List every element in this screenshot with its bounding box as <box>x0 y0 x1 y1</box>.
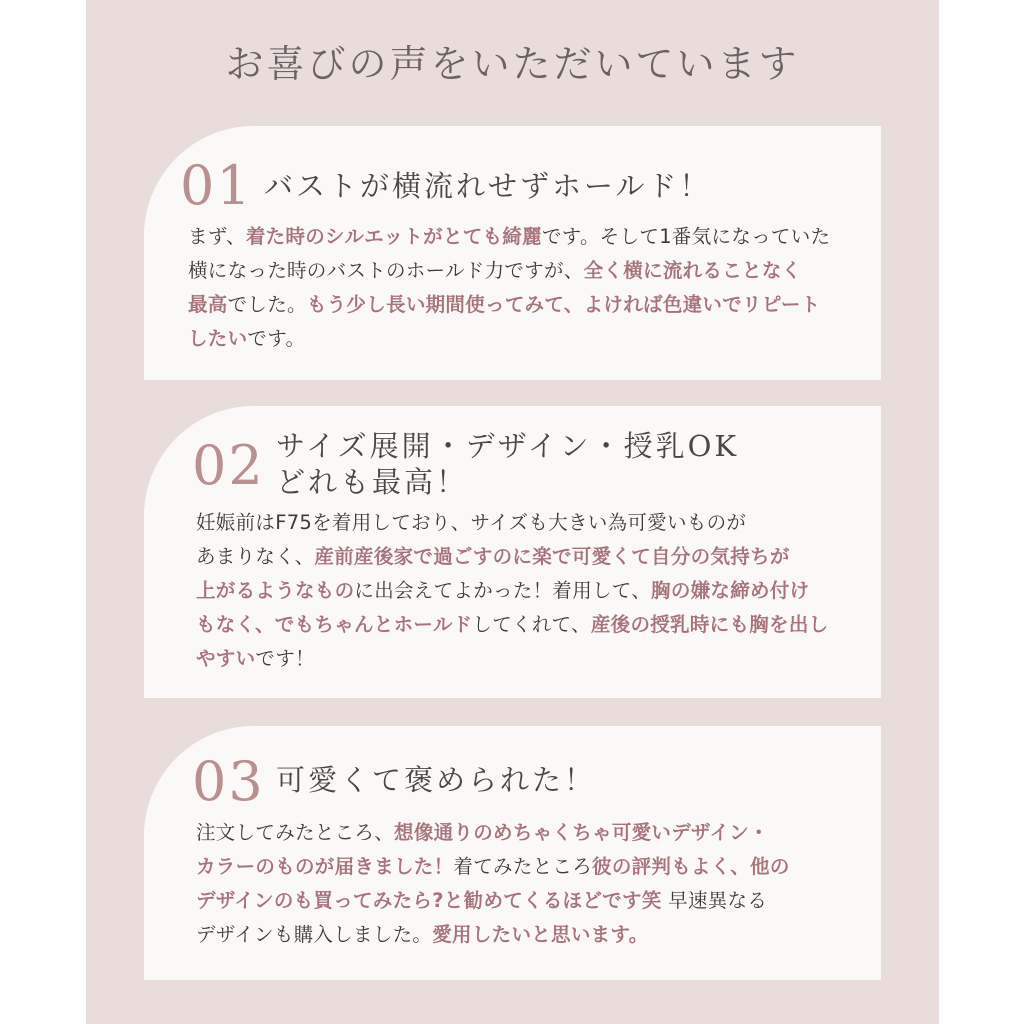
review-body-line <box>188 322 830 356</box>
review-card-3 <box>144 726 881 980</box>
highlighted-text: デザインのも買ってみたら?と勧めてくるほどです笑 <box>196 889 662 912</box>
review-body <box>196 506 828 676</box>
highlighted-text: 胸の嫌な締め付け <box>651 579 810 602</box>
highlighted-text: 最高 <box>188 293 228 316</box>
review-title-line: サイズ展開・デザイン・授乳OK <box>276 429 740 463</box>
review-body-line <box>196 850 790 884</box>
body-text: 着てみたところ <box>453 855 593 878</box>
review-title-line: どれも最高！ <box>276 465 469 499</box>
body-text: まず、 <box>188 225 246 248</box>
review-body-line <box>188 220 830 254</box>
body-text: 注文してみたところ、 <box>196 821 395 844</box>
review-body-line <box>196 506 828 540</box>
body-text: 妊娠前はF75を着用しており、サイズも大きい為可愛いものが <box>196 511 747 534</box>
review-title-line: バストが横流れせずホールド！ <box>264 169 712 203</box>
review-body-line <box>196 642 828 676</box>
review-title <box>276 762 596 798</box>
review-body-line <box>196 540 828 574</box>
review-number: 01 <box>180 154 253 217</box>
review-body-line <box>196 574 828 608</box>
highlighted-text: もなく、でもちゃんとホールド <box>196 613 473 636</box>
highlighted-text: 愛用したいと思います。 <box>432 923 649 946</box>
highlighted-text: したい <box>188 327 248 350</box>
body-text: です。 <box>247 327 306 350</box>
highlighted-text: もう少し長い期間使ってみて、よければ色違いでリピート <box>306 293 821 316</box>
review-body-line <box>196 816 790 850</box>
review-title <box>276 428 739 500</box>
body-text: です。そして1番気になっていた <box>541 225 831 248</box>
review-body-line <box>196 918 790 952</box>
highlighted-text: 産後の授乳時にも胸を出し <box>590 613 829 636</box>
body-text: です！ <box>255 647 315 670</box>
review-number: 03 <box>192 750 265 813</box>
review-card-2 <box>144 406 881 698</box>
review-body-line <box>196 608 828 642</box>
body-text: 早速異なる <box>661 889 768 912</box>
body-text: 横になった時のバストのホールド力ですが、 <box>188 259 584 282</box>
highlighted-text: 想像通りのめちゃくちゃ可愛いデザイン・ <box>394 821 769 844</box>
review-body <box>188 220 830 356</box>
review-title-line: 可愛くて褒められた！ <box>276 763 597 797</box>
review-title <box>264 168 711 204</box>
body-text: に出会えてよかった！着用して、 <box>354 579 652 602</box>
highlighted-text: カラーのものが届きました！ <box>196 855 454 878</box>
page-title: お喜びの声をいただいています <box>225 42 800 86</box>
review-body-line <box>188 288 830 322</box>
body-text: でした。 <box>227 293 307 316</box>
body-text: してくれて、 <box>472 613 591 636</box>
review-number: 02 <box>192 434 265 497</box>
highlighted-text: 産前産後家で過ごすのに楽で可愛くて自分の気持ちが <box>314 545 790 568</box>
highlighted-text: 上がるようなもの <box>196 579 355 602</box>
review-body-line <box>196 884 790 918</box>
review-body-line <box>188 254 830 288</box>
highlighted-text: 彼の評判もよく、他の <box>592 855 790 878</box>
highlighted-text: 着た時のシルエットがとても綺麗 <box>245 225 542 248</box>
highlighted-text: 全く横に流れることなく <box>583 259 802 282</box>
review-body <box>196 816 790 952</box>
review-card-1 <box>144 126 881 380</box>
body-text: あまりなく、 <box>196 545 315 568</box>
highlighted-text: やすい <box>196 647 256 670</box>
body-text: デザインも購入しました。 <box>196 923 433 946</box>
